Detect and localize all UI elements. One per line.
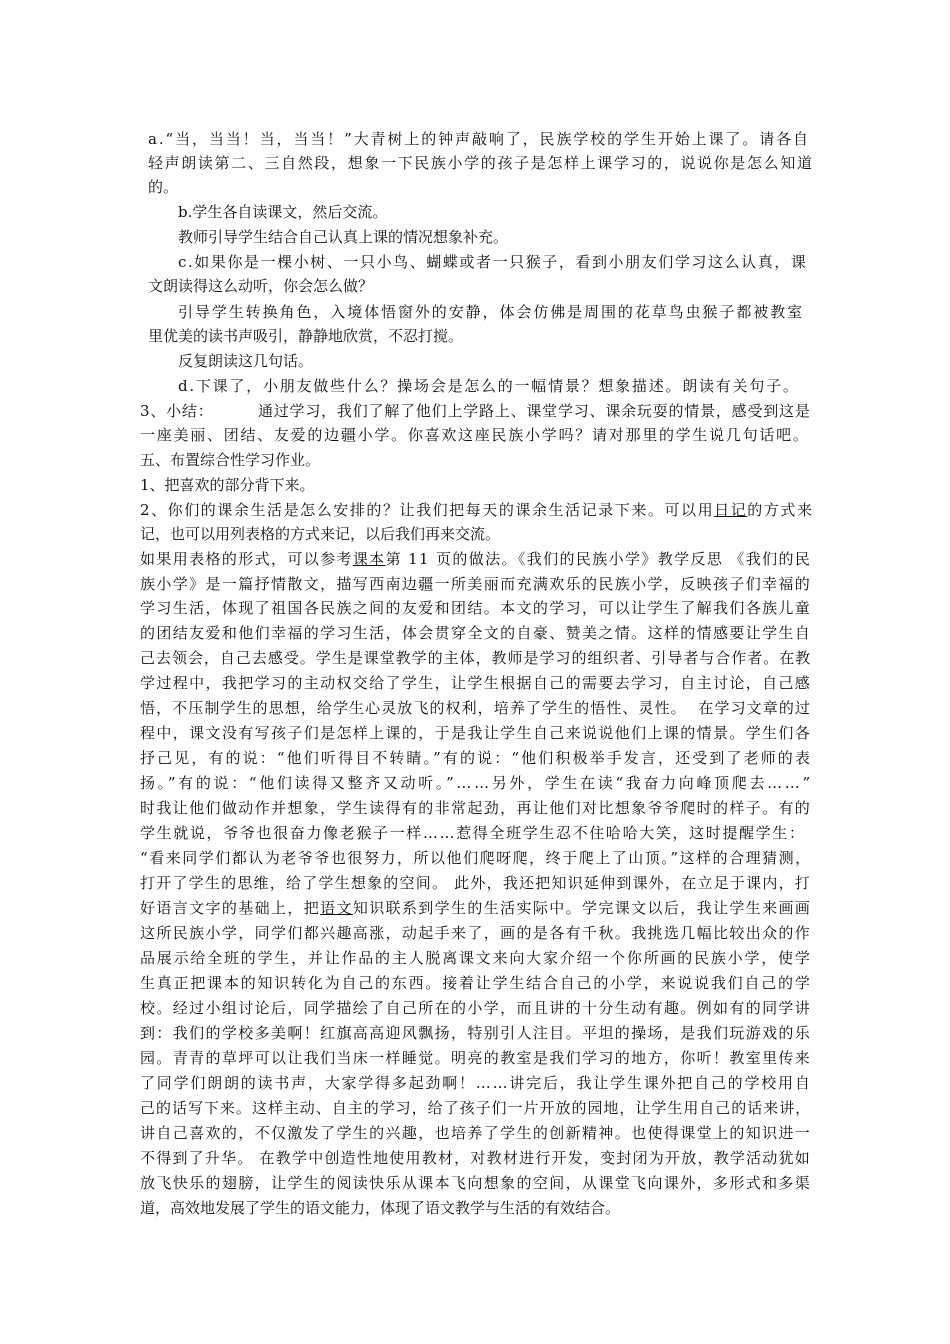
diary-link[interactable]: 日记 [714,501,748,519]
text-line: 学过程中，我把学习的主动权交给了学生，让学生根据自己的需要去学习，自主讨论，自己感 [140,674,812,692]
text-line: 反复朗读这几句话。 [178,352,314,370]
text-line [140,548,811,570]
text-line: 放飞快乐的翅膀，让学生的阅读快乐从课本飞向想象的空间，从课堂飞向课外，多形式和多渠 [140,1174,812,1192]
text-line: 品展示给全班的学生，并让作品的主人脱离课文来向大家介绍一个你所画的民族小学，使学 [140,949,812,967]
text-line: 族小学》是一篇抒情散文，描写西南边疆一所美丽而充满欢乐的民族小学，反映孩子们幸福的 [140,575,812,593]
text-line: 记，也可以用列表格的方式来记，以后我们再来交流。 [140,525,501,543]
text-line: 生真正把课本的知识转化为自己的东西。接着让学生结合自己的小学，来说说我们自己的学 [140,974,812,992]
text-line: 的团结友爱和他们幸福的学习生活，体会贯穿全文的自豪、赞美之情。这样的情感要让学生自 [140,624,812,642]
text-run: 的方式来 [747,501,814,519]
text-line: 一座美丽、团结、友爱的边疆小学。你喜欢这座民族小学吗？请对那里的学生说几句话吧。 [140,426,810,444]
text-line: 悟，不压制学生的思想，给学生心灵放飞的权利，培养了学生的悟性、灵性。 在学习文章的过 [140,699,811,717]
text-line: 文朗读得这么动听，你会怎么做？ [148,277,374,295]
text-line: 教师引导学生结合自己认真上课的情况想象补充。 [178,228,509,246]
textbook-link[interactable]: 课本 [352,550,386,568]
text-line [140,499,814,521]
text-line: d.下课了，小朋友做些什么？操场会是怎么的一幅情景？想象描述。朗读有关句子。 [178,377,800,395]
text-line: 道，高效地发展了学生的语文能力，体现了语文教学与生活的有效结合。 [140,1199,621,1217]
text-line [140,897,811,919]
text-line: 了同学们朗朗的读书声，大家学得多起劲啊！……讲完后，我让学生课外把自己的学校用自 [140,1074,812,1092]
text-line: 学习生活，体现了祖国各民族之间的友爱和团结。本文的学习，可以让学生了解我们各族儿童 [140,599,812,617]
text-line: 1、把喜欢的部分背下来。 [140,476,315,494]
text-run: 第 11 页的做法。《我们的民族小学》教学反思 《我们的民 [385,550,812,568]
section-heading: 五、布置综合性学习作业。 [140,451,321,469]
text-line: 3、小结： 通过学习，我们了解了他们上学路上、课堂学习、课余玩耍的情景，感受到这是 [140,402,811,420]
text-line: 里优美的读书声吸引，静静地欣赏，不忍打搅。 [148,327,464,345]
text-line: 扬。”有的说：“他们读得又整齐又动听。”……另外，学生在读“我奋力向峰顶爬去……” [140,774,813,792]
text-line: b.学生各自读课文，然后交流。 [178,203,388,221]
text-line: c.如果你是一棵小树、一只小鸟、蝴蝶或者一只猴子，看到小朋友们学习这么认真，课 [178,253,808,271]
text-run: 如果用表格的形式，可以参考 [140,550,353,568]
text-line: “看来同学们都认为老爷爷也很努力，所以他们爬呀爬，终于爬上了山顶。”这样的合理猜测， [140,849,812,867]
text-line: 学生就说，爷爷也很奋力像老猴子一样……惹得全班学生忍不住哈哈大笑，这时提醒学生： [140,824,806,842]
text-line: 校。经过小组讨论后，同学描绘了自己所在的小学，而且讲的十分生动有趣。例如有的同学讲 [140,999,812,1017]
text-line: 不得到了升华。 在教学中创造性地使用教材，对教材进行开发，变封闭为开放，教学活动犹如 [140,1149,812,1167]
text-line: 的。 [148,178,179,196]
text-line: a.“当，当当！当，当当！”大青树上的钟声敲响了，民族学校的学生开始上课了。请各自 [148,130,810,148]
text-run: 2、你们的课余生活是怎么安排的？让我们把每天的课余生活记录下来。可以用 [140,501,715,519]
text-run: 知识联系到学生的生活实际中。学完课文以后，我让学生来画画 [352,899,812,917]
chinese-subject-link[interactable]: 语文 [320,899,353,917]
text-line: 打开了学生的思维，给了学生想象的空间。 此外，我还把知识延伸到课外，在立足于课内，打 [140,874,812,892]
text-line: 己的话写下来。这样主动、自主的学习，给了孩子们一片开放的园地，让学生用自己的话来讲， [140,1099,812,1117]
text-line: 轻声朗读第二、三自然段，想象一下民族小学的孩子是怎样上课学习的，说说你是怎么知道 [148,154,814,172]
text-line: 讲自己喜欢的，不仅激发了学生的兴趣，也培养了学生的创新精神。也使得课堂上的知识进一 [140,1124,812,1142]
text-line: 抒己见，有的说：“他们听得目不转睛。”有的说：“他们积极举手发言，还受到了老师的表 [140,749,813,767]
text-line: 程中，课文没有写孩子们是怎样上课的，于是我让学生自己来说说他们上课的情景。学生们各 [140,724,812,742]
text-line: 时我让他们做动作并想象，学生读得有的非常起劲，再让他们对比想象爷爷爬时的样子。有的 [140,799,812,817]
text-line: 这所民族小学，同学们都兴趣高涨，动起手来了，画的是各有千秋。我挑选几幅比较出众的作 [140,924,812,942]
text-line: 园。青青的草坪可以让我们当床一样睡觉。明亮的教室是我们学习的地方，你听！教室里传来 [140,1049,812,1067]
text-line: 己去领会，自己去感受。学生是课堂教学的主体，教师是学习的组织者、引导者与合作者。在教 [140,649,812,667]
text-run: 好语言文字的基础上，把 [140,899,321,917]
text-line: 引导学生转换角色，入境体悟窗外的安静，体会仿佛是周围的花草鸟虫猴子都被教室 [178,303,805,321]
text-line: 到：我们的学校多美啊！红旗高高迎风飘扬，特别引人注目。平坦的操场，是我们玩游戏的乐 [140,1024,812,1042]
